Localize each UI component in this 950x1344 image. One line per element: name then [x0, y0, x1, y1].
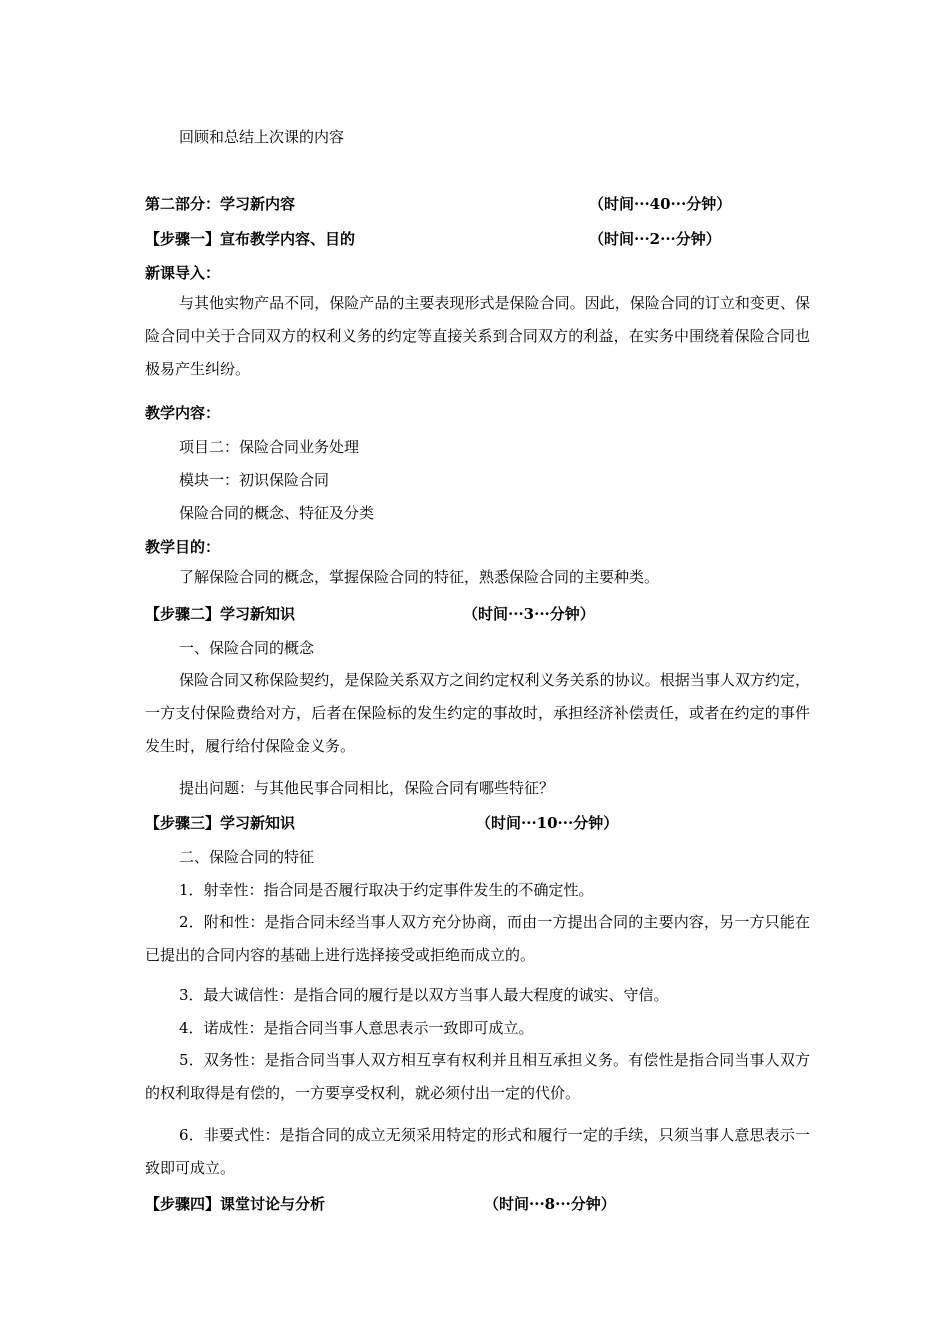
- feature-item: 1．射幸性：指合同是否履行取决于约定事件发生的不确定性。: [179, 881, 594, 899]
- part2-time: （时间···40···分钟）: [589, 195, 732, 213]
- step4-title: 【步骤四】课堂讨论与分析: [145, 1195, 326, 1213]
- review-text: 回顾和总结上次课的内容: [179, 128, 345, 146]
- step3-title: 【步骤三】学习新知识: [145, 814, 296, 832]
- step2-time: （时间···3···分钟）: [463, 605, 595, 623]
- content-item: 模块一：初识保险合同: [179, 471, 330, 489]
- step2-title: 【步骤二】学习新知识: [145, 605, 296, 623]
- content-label: 教学内容：: [145, 404, 221, 422]
- feature-item: 3．最大诚信性：是指合同的履行是以双方当事人最大程度的诚实、守信。: [179, 986, 669, 1004]
- concept-heading: 一、保险合同的概念: [179, 639, 315, 657]
- part2-title: 第二部分：学习新内容: [145, 195, 296, 213]
- feature-item: 2．附和性：是指合同未经当事人双方充分协商，而由一方提出合同的主要内容，另一方只能在已提出的合同内容的基础上进行选择接受或拒绝而成立的。: [145, 913, 810, 964]
- question-text: 提出问题：与其他民事合同相比，保险合同有哪些特征？: [179, 779, 555, 797]
- step4-time: （时间···8···分钟）: [484, 1195, 616, 1213]
- goal-label: 教学目的：: [145, 538, 221, 556]
- new-lesson-paragraph: 与其他实物产品不同，保险产品的主要表现形式是保险合同。因此，保险合同的订立和变更、保险合同中关于合同双方的权利义务的约定等直接关系到合同双方的利益，在实务中围绕着保险合同也极易产生纠纷。: [145, 294, 810, 378]
- step3-time: （时间···10···分钟）: [476, 814, 619, 832]
- feature-item: 4．诺成性：是指合同当事人意思表示一致即可成立。: [179, 1019, 534, 1037]
- content-item: 项目二：保险合同业务处理: [179, 438, 360, 456]
- concept-paragraph: 保险合同又称保险契约，是保险关系双方之间约定权利义务关系的协议。根据当事人双方约定，一方支付保险费给对方，后者在保险标的发生约定的事故时，承担经济补偿责任，或者在约定的事件发生时，履行给付保险金义务。: [145, 671, 810, 755]
- step1-time: （时间···2···分钟）: [589, 230, 721, 248]
- new-lesson-label: 新课导入：: [145, 264, 221, 282]
- feature-item: 6．非要式性：是指合同的成立无须采用特定的形式和履行一定的手续，只须当事人意思表示一致即可成立。: [145, 1126, 810, 1177]
- feature-item: 5．双务性：是指合同当事人双方相互享有权利并且相互承担义务。有偿性是指合同当事人双方的权利取得是有偿的，一方要享受权利，就必须付出一定的代价。: [145, 1051, 810, 1102]
- goal-paragraph: 了解保险合同的概念，掌握保险合同的特征，熟悉保险合同的主要种类。: [179, 568, 660, 586]
- features-heading: 二、保险合同的特征: [179, 848, 315, 866]
- step1-title: 【步骤一】宣布教学内容、目的: [145, 230, 356, 248]
- content-item: 保险合同的概念、特征及分类: [179, 504, 375, 522]
